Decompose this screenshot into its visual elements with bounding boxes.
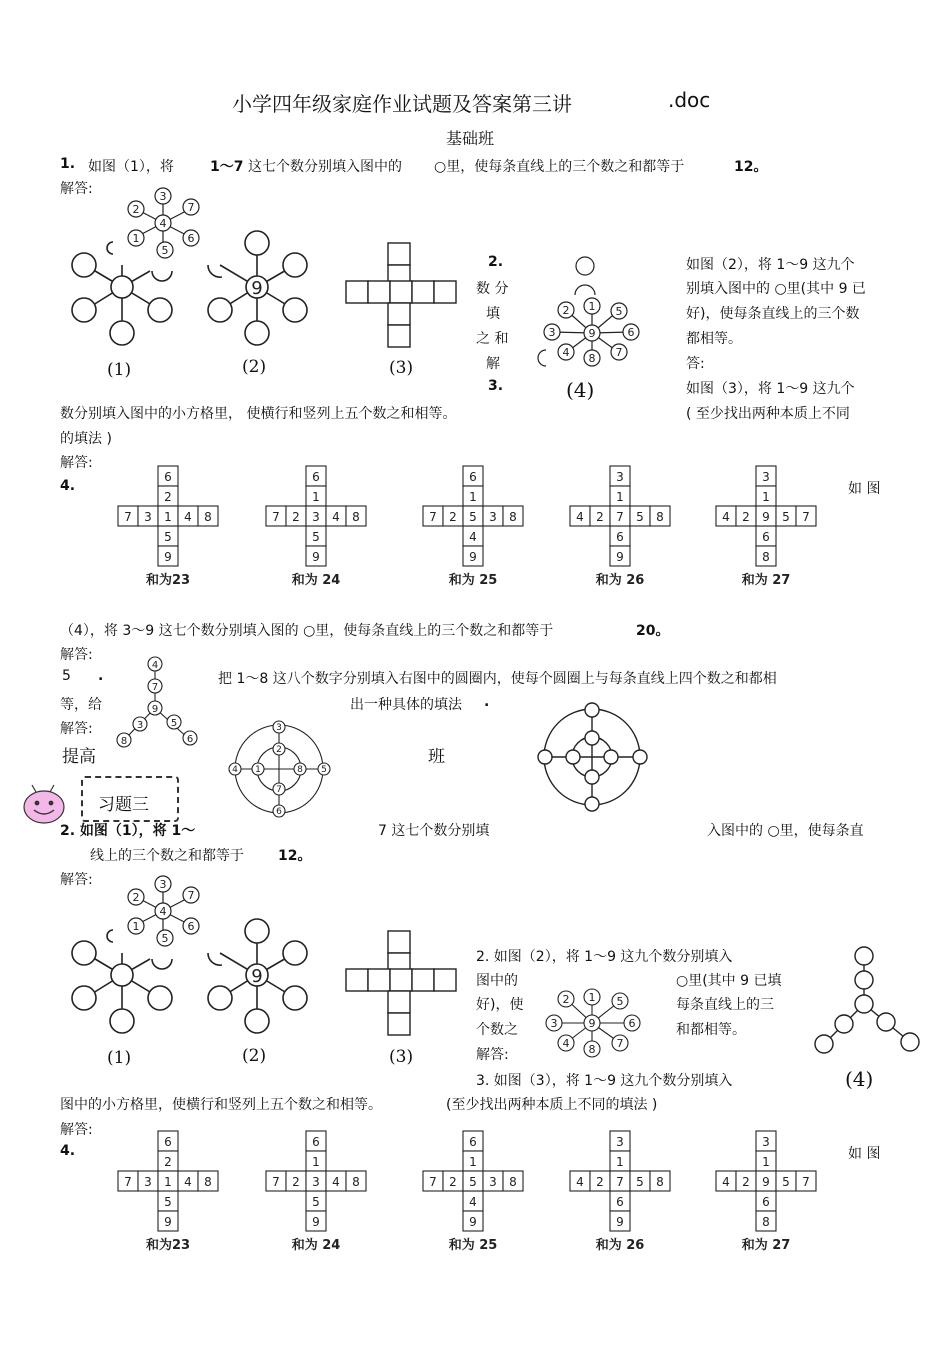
ring-num: 1 — [255, 765, 261, 775]
q1-tail: ○里，使每条直线上的三个数之和都等于 — [434, 159, 685, 175]
p2-q1b: 7 这七个数分别填 — [378, 823, 490, 839]
ring-num: 8 — [297, 765, 303, 775]
cross-cell-value: 4 — [332, 510, 340, 524]
fig4-num-p2: 1 — [588, 991, 596, 1004]
cross-cell-value: 1 — [469, 1155, 477, 1169]
cross-cell-value: 5 — [312, 530, 320, 544]
answer-label-p2: 解答: — [60, 872, 93, 888]
q5-dot: . — [98, 668, 104, 684]
cross-cell-value: 6 — [469, 470, 477, 484]
fig4-num: 2 — [562, 304, 570, 317]
fig4-num: 5 — [615, 305, 623, 318]
number-cross — [716, 466, 816, 588]
fig4-num-p2: 5 — [616, 995, 624, 1008]
q2-left-line: 解 — [486, 356, 500, 372]
cross-cell-value: 7 — [429, 510, 437, 524]
answer-label-5: 解答: — [60, 721, 93, 737]
cross-cell-value: 3 — [489, 1175, 497, 1189]
cross-cell-value: 7 — [429, 1175, 437, 1189]
cross-cell-value: 2 — [164, 1155, 172, 1169]
q3-right: 如图（3），将 1～9 这九个 — [686, 381, 855, 397]
small-star-num: 1 — [132, 232, 140, 245]
cross-cell-value: 3 — [312, 1175, 320, 1189]
cross-cell-value: 4 — [184, 510, 192, 524]
cross-cell-value: 6 — [616, 1195, 624, 1209]
cross-cell-value: 7 — [616, 1175, 624, 1189]
cross-cell-value: 9 — [616, 550, 624, 564]
cross-cell-value: 2 — [742, 1175, 750, 1189]
number-cross — [118, 1131, 218, 1253]
fig4-num: 6 — [627, 326, 635, 339]
small-star-num-p2: 1 — [132, 920, 140, 933]
caption-4-p2: (4) — [845, 1067, 874, 1091]
tri-center: 9 — [151, 704, 159, 715]
cross-cell-value: 3 — [762, 470, 770, 484]
cross-sum-label: 和为23 — [145, 1238, 191, 1253]
fig4-center-num: 9 — [588, 327, 596, 340]
tri-figure-empty — [808, 942, 926, 1060]
q3-paren2: 的填法 ) — [60, 431, 112, 447]
cross-cell-value: 2 — [292, 1175, 300, 1189]
cross-cell-value: 9 — [616, 1215, 624, 1229]
fig4-num-p2: 3 — [550, 1017, 558, 1030]
cross-cell-value: 4 — [722, 1175, 730, 1189]
fig4-num-p2: 2 — [562, 993, 570, 1006]
q3-num: 3. — [488, 378, 504, 394]
tri-num: 4 — [151, 660, 159, 671]
small-star-num: 2 — [132, 203, 140, 216]
xiti-label: 习题三 — [98, 795, 149, 815]
cross-cell-value: 1 — [762, 490, 770, 504]
cross-sum-label: 和为 25 — [448, 1238, 498, 1253]
q2-left-line: 数 分 — [476, 281, 509, 297]
p2-q1e: 12。 — [278, 848, 312, 864]
cross-cell-value: 9 — [762, 1175, 770, 1189]
cross-cell-value: 9 — [164, 550, 172, 564]
cross-cell-value: 2 — [742, 510, 750, 524]
p2-q1a: 2. 如图（1），将 1～ — [60, 823, 196, 839]
q1-text: 如图（1），将 — [88, 159, 174, 175]
cross-cell-value: 6 — [616, 530, 624, 544]
p2-q2-left: 图中的 — [476, 973, 518, 989]
small-star-num-p2: 3 — [159, 878, 167, 891]
cross-cell-value: 5 — [469, 510, 477, 524]
fig4-num-p2: 4 — [562, 1037, 570, 1050]
q4-right: 如 图 — [848, 481, 881, 497]
tri-figure — [112, 652, 207, 750]
cross-cell-value: 6 — [469, 1135, 477, 1149]
cross-sum-label: 和为 24 — [291, 1238, 341, 1253]
caption-3-p2: (3) — [389, 1047, 414, 1067]
p2-q1c: 入图中的 ○里，使每条直 — [707, 823, 864, 839]
cross-cell-value: 9 — [762, 510, 770, 524]
ring-num: 2 — [276, 745, 282, 755]
tri-num: 7 — [151, 682, 159, 693]
q2-right-line: 都相等。 — [686, 331, 742, 347]
p2-q2-left: 解答: — [476, 1047, 509, 1063]
cross-cell-value: 4 — [184, 1175, 192, 1189]
cross-cell-value: 6 — [762, 1195, 770, 1209]
p2-q2-right: 和都相等。 — [676, 1022, 746, 1038]
cross-cell-value: 8 — [204, 1175, 212, 1189]
p2-q1d: 线上的三个数之和都等于 — [90, 848, 244, 864]
cross-cell-value: 7 — [802, 510, 810, 524]
p2-q3: 3. 如图（3），将 1～9 这九个数分别填入 — [476, 1073, 733, 1089]
q1-mid: 这七个数分别填入图中的 — [248, 159, 402, 175]
cross-cell-value: 7 — [802, 1175, 810, 1189]
cross-cell-value: 8 — [656, 1175, 664, 1189]
p2-q2-left: 个数之 — [476, 1022, 518, 1038]
ring-num: 5 — [321, 765, 327, 775]
crosses-row-1 — [110, 462, 850, 597]
ring-num: 7 — [276, 785, 282, 795]
cross-cell-value: 2 — [164, 490, 172, 504]
small-star-num-p2: 5 — [161, 932, 169, 945]
small-star-num-p2: 2 — [132, 891, 140, 904]
cross-cell-value: 8 — [352, 510, 360, 524]
cross-cell-value: 2 — [596, 1175, 604, 1189]
caption-2-p2: (2) — [242, 1046, 267, 1066]
cross-cell-value: 4 — [576, 510, 584, 524]
fig4-num: 3 — [548, 326, 556, 339]
number-cross — [118, 466, 218, 588]
doc-title: 小学四年级家庭作业试题及答案第三讲 — [232, 92, 572, 116]
cross-cell-value: 6 — [164, 470, 172, 484]
q2-right-line: 答: — [686, 356, 705, 372]
q2-num: 2. — [488, 254, 504, 270]
cross-cell-value: 5 — [636, 1175, 644, 1189]
small-star-num-p2: 6 — [187, 920, 195, 933]
cross-sum-label: 和为 27 — [741, 1238, 791, 1253]
cross-cell-value: 5 — [469, 1175, 477, 1189]
q4-line: （4），将 3～9 这七个数分别填入图的 ○里，使每条直线上的三个数之和都等于 — [60, 623, 554, 639]
caption-1-p2: (1) — [107, 1048, 132, 1068]
cross-cell-value: 6 — [312, 470, 320, 484]
cross-cell-value: 1 — [616, 490, 624, 504]
answer-label-4: 解答: — [60, 647, 93, 663]
q2-right-line: 如图（2），将 1～9 这九个 — [686, 257, 855, 273]
fig4-num-p2: 7 — [616, 1037, 624, 1050]
q1-sum: 12。 — [734, 159, 768, 175]
answer-label-3: 解答: — [60, 455, 93, 471]
cross-cell-value: 7 — [616, 510, 624, 524]
cross-cell-value: 4 — [576, 1175, 584, 1189]
cross-cell-value: 1 — [616, 1155, 624, 1169]
cross-cell-value: 5 — [312, 1195, 320, 1209]
cross-sum-label: 和为 24 — [291, 573, 341, 588]
cross-cell-value: 8 — [762, 550, 770, 564]
cross-cell-value: 8 — [204, 510, 212, 524]
p2-q2-right: ○里(其中 9 已填 — [676, 973, 782, 989]
q2-left-line: 填 — [486, 306, 500, 322]
cross-cell-value: 2 — [449, 510, 457, 524]
cross-cell-value: 5 — [782, 510, 790, 524]
cross-cell-value: 4 — [469, 530, 477, 544]
p2-q3-line: 图中的小方格里，使横行和竖列上五个数之和相等。 — [60, 1097, 382, 1113]
cross-cell-value: 8 — [352, 1175, 360, 1189]
small-star-num: 7 — [187, 201, 195, 214]
cross-cell-value: 1 — [469, 490, 477, 504]
p2-q3-paren: (至少找出两种本质上不同的填法 ) — [446, 1097, 658, 1113]
cross-cell-value: 3 — [144, 510, 152, 524]
ban-label: 班 — [428, 747, 445, 767]
q4-right-p2: 如 图 — [848, 1146, 881, 1162]
cross-cell-value: 9 — [469, 550, 477, 564]
small-star-center-p2: 4 — [159, 905, 167, 918]
cross-sum-label: 和为 27 — [741, 573, 791, 588]
q1-num: 1. — [60, 156, 76, 172]
cross-cell-value: 8 — [762, 1215, 770, 1229]
ring-num: 6 — [276, 807, 282, 817]
small-star-num: 6 — [187, 232, 195, 245]
cross-cell-value: 1 — [164, 1175, 172, 1189]
fig4-num-p2: 8 — [588, 1043, 596, 1056]
number-cross — [570, 466, 670, 588]
q5-text2: 等，给 — [60, 697, 102, 713]
cross-cell-value: 4 — [469, 1195, 477, 1209]
cross-cell-value: 3 — [762, 1135, 770, 1149]
cross-cell-value: 5 — [164, 1195, 172, 1209]
figure-group-1 — [60, 185, 420, 385]
figure-4-small-p2 — [538, 985, 648, 1057]
cross-cell-value: 9 — [312, 550, 320, 564]
p2-q2: 2. 如图（2），将 1～9 这九个数分别填入 — [476, 949, 733, 965]
ring-num: 4 — [232, 765, 238, 775]
star2-center-num: 9 — [251, 278, 263, 299]
q2-right-line: 好)，使每条直线上的三个数 — [686, 306, 860, 322]
cross-cell-value: 2 — [449, 1175, 457, 1189]
q4-sum: 20。 — [636, 623, 670, 639]
ring-figure-empty — [535, 702, 655, 812]
cross-cell-value: 1 — [312, 1155, 320, 1169]
q4-num: 4. — [60, 478, 76, 494]
cross-cell-value: 1 — [762, 1155, 770, 1169]
cross-cell-value: 6 — [312, 1135, 320, 1149]
number-cross — [266, 466, 366, 588]
p2-q2-left: 好)，使 — [476, 997, 524, 1013]
cross-sum-label: 和为23 — [145, 573, 191, 588]
small-star-num-p2: 7 — [187, 889, 195, 902]
cross-cell-value: 3 — [616, 470, 624, 484]
q5-text3: 出一种具体的填法 — [350, 697, 462, 713]
p2-q2-right: 每条直线上的三 — [676, 997, 774, 1013]
cross-cell-value: 3 — [144, 1175, 152, 1189]
fig4-center-num-p2: 9 — [588, 1017, 596, 1030]
cross-cell-value: 7 — [124, 1175, 132, 1189]
caption-1: (1) — [107, 360, 132, 380]
q2-left-line: 之 和 — [476, 331, 509, 347]
cross-cell-value: 1 — [164, 510, 172, 524]
number-cross — [570, 1131, 670, 1253]
small-star-center: 4 — [159, 217, 167, 230]
star1-center-circle — [111, 276, 133, 298]
cross-cell-value: 3 — [489, 510, 497, 524]
number-cross — [423, 1131, 523, 1253]
ring-num: 3 — [276, 723, 282, 733]
figure-4-top — [530, 250, 660, 400]
tri-num: 6 — [186, 734, 194, 745]
caption-4-top: (4) — [566, 378, 595, 402]
cross-cell-value: 4 — [722, 510, 730, 524]
number-cross — [266, 1131, 366, 1253]
small-star-num: 3 — [159, 190, 167, 203]
small-star-num: 5 — [161, 244, 169, 257]
q1-range: 1～7 — [210, 159, 244, 175]
number-cross — [423, 466, 523, 588]
answer-label-1: 解答: — [60, 181, 93, 197]
cross-cell-value: 9 — [469, 1215, 477, 1229]
cross-cell-value: 5 — [164, 530, 172, 544]
cross-sum-label: 和为 25 — [448, 573, 498, 588]
cross-cell-value: 8 — [509, 1175, 517, 1189]
fig4-num: 7 — [615, 346, 623, 359]
cross-cell-value: 9 — [164, 1215, 172, 1229]
cross-cell-value: 5 — [782, 1175, 790, 1189]
cross-cell-value: 7 — [272, 1175, 280, 1189]
cross-cell-value: 3 — [312, 510, 320, 524]
q5-dot2: . — [484, 694, 490, 710]
q3-line: 数分别填入图中的小方格里， 使横行和竖列上五个数之和相等。 — [60, 406, 457, 422]
cross-cell-value: 2 — [292, 510, 300, 524]
q5-num: 5 — [62, 668, 71, 684]
cross-sum-label: 和为 26 — [595, 573, 645, 588]
tri-num: 5 — [170, 718, 178, 729]
answer-label-p2-3: 解答: — [60, 1122, 93, 1138]
number-cross — [716, 1131, 816, 1253]
cross-cell-value: 4 — [332, 1175, 340, 1189]
cross-cell-value: 7 — [272, 510, 280, 524]
ring-figure-filled — [222, 715, 342, 821]
fig4-num: 4 — [562, 346, 570, 359]
caption-3: (3) — [389, 358, 414, 378]
tri-num: 3 — [136, 720, 144, 731]
cross-cell-value: 9 — [312, 1215, 320, 1229]
fig4-num: 1 — [588, 300, 596, 313]
q4-num-p2: 4. — [60, 1143, 76, 1159]
cross-cell-value: 1 — [312, 490, 320, 504]
q3-paren: ( 至少找出两种本质上不同 — [686, 406, 850, 422]
q2-right-line: 别填入图中的 ○里(其中 9 已 — [686, 281, 866, 297]
star2-center-num-p2: 9 — [251, 966, 263, 987]
cross-cell-value: 6 — [164, 1135, 172, 1149]
caption-2: (2) — [242, 357, 267, 377]
fig4-num: 8 — [588, 352, 596, 365]
tri-num: 8 — [120, 736, 128, 747]
cross-cell-value: 3 — [616, 1135, 624, 1149]
doc-ext: .doc — [668, 88, 711, 112]
crosses-row-2 — [110, 1127, 850, 1262]
cross-cell-value: 8 — [656, 510, 664, 524]
tigao-label: 提高 — [62, 747, 96, 767]
cross-cell-value: 5 — [636, 510, 644, 524]
cross-cell-value: 7 — [124, 510, 132, 524]
cross-cell-value: 8 — [509, 510, 517, 524]
cross-cell-value: 2 — [596, 510, 604, 524]
subtitle: 基础班 — [446, 129, 495, 148]
cross-cell-value: 6 — [762, 530, 770, 544]
cross-sum-label: 和为 26 — [595, 1238, 645, 1253]
q5-text: 把 1～8 这八个数字分别填入右图中的圆圈内，使每个圆圈上与每条直线上四个数之和都相 — [218, 671, 777, 687]
figure-group-2 — [60, 873, 420, 1073]
fig4-num-p2: 6 — [628, 1017, 636, 1030]
